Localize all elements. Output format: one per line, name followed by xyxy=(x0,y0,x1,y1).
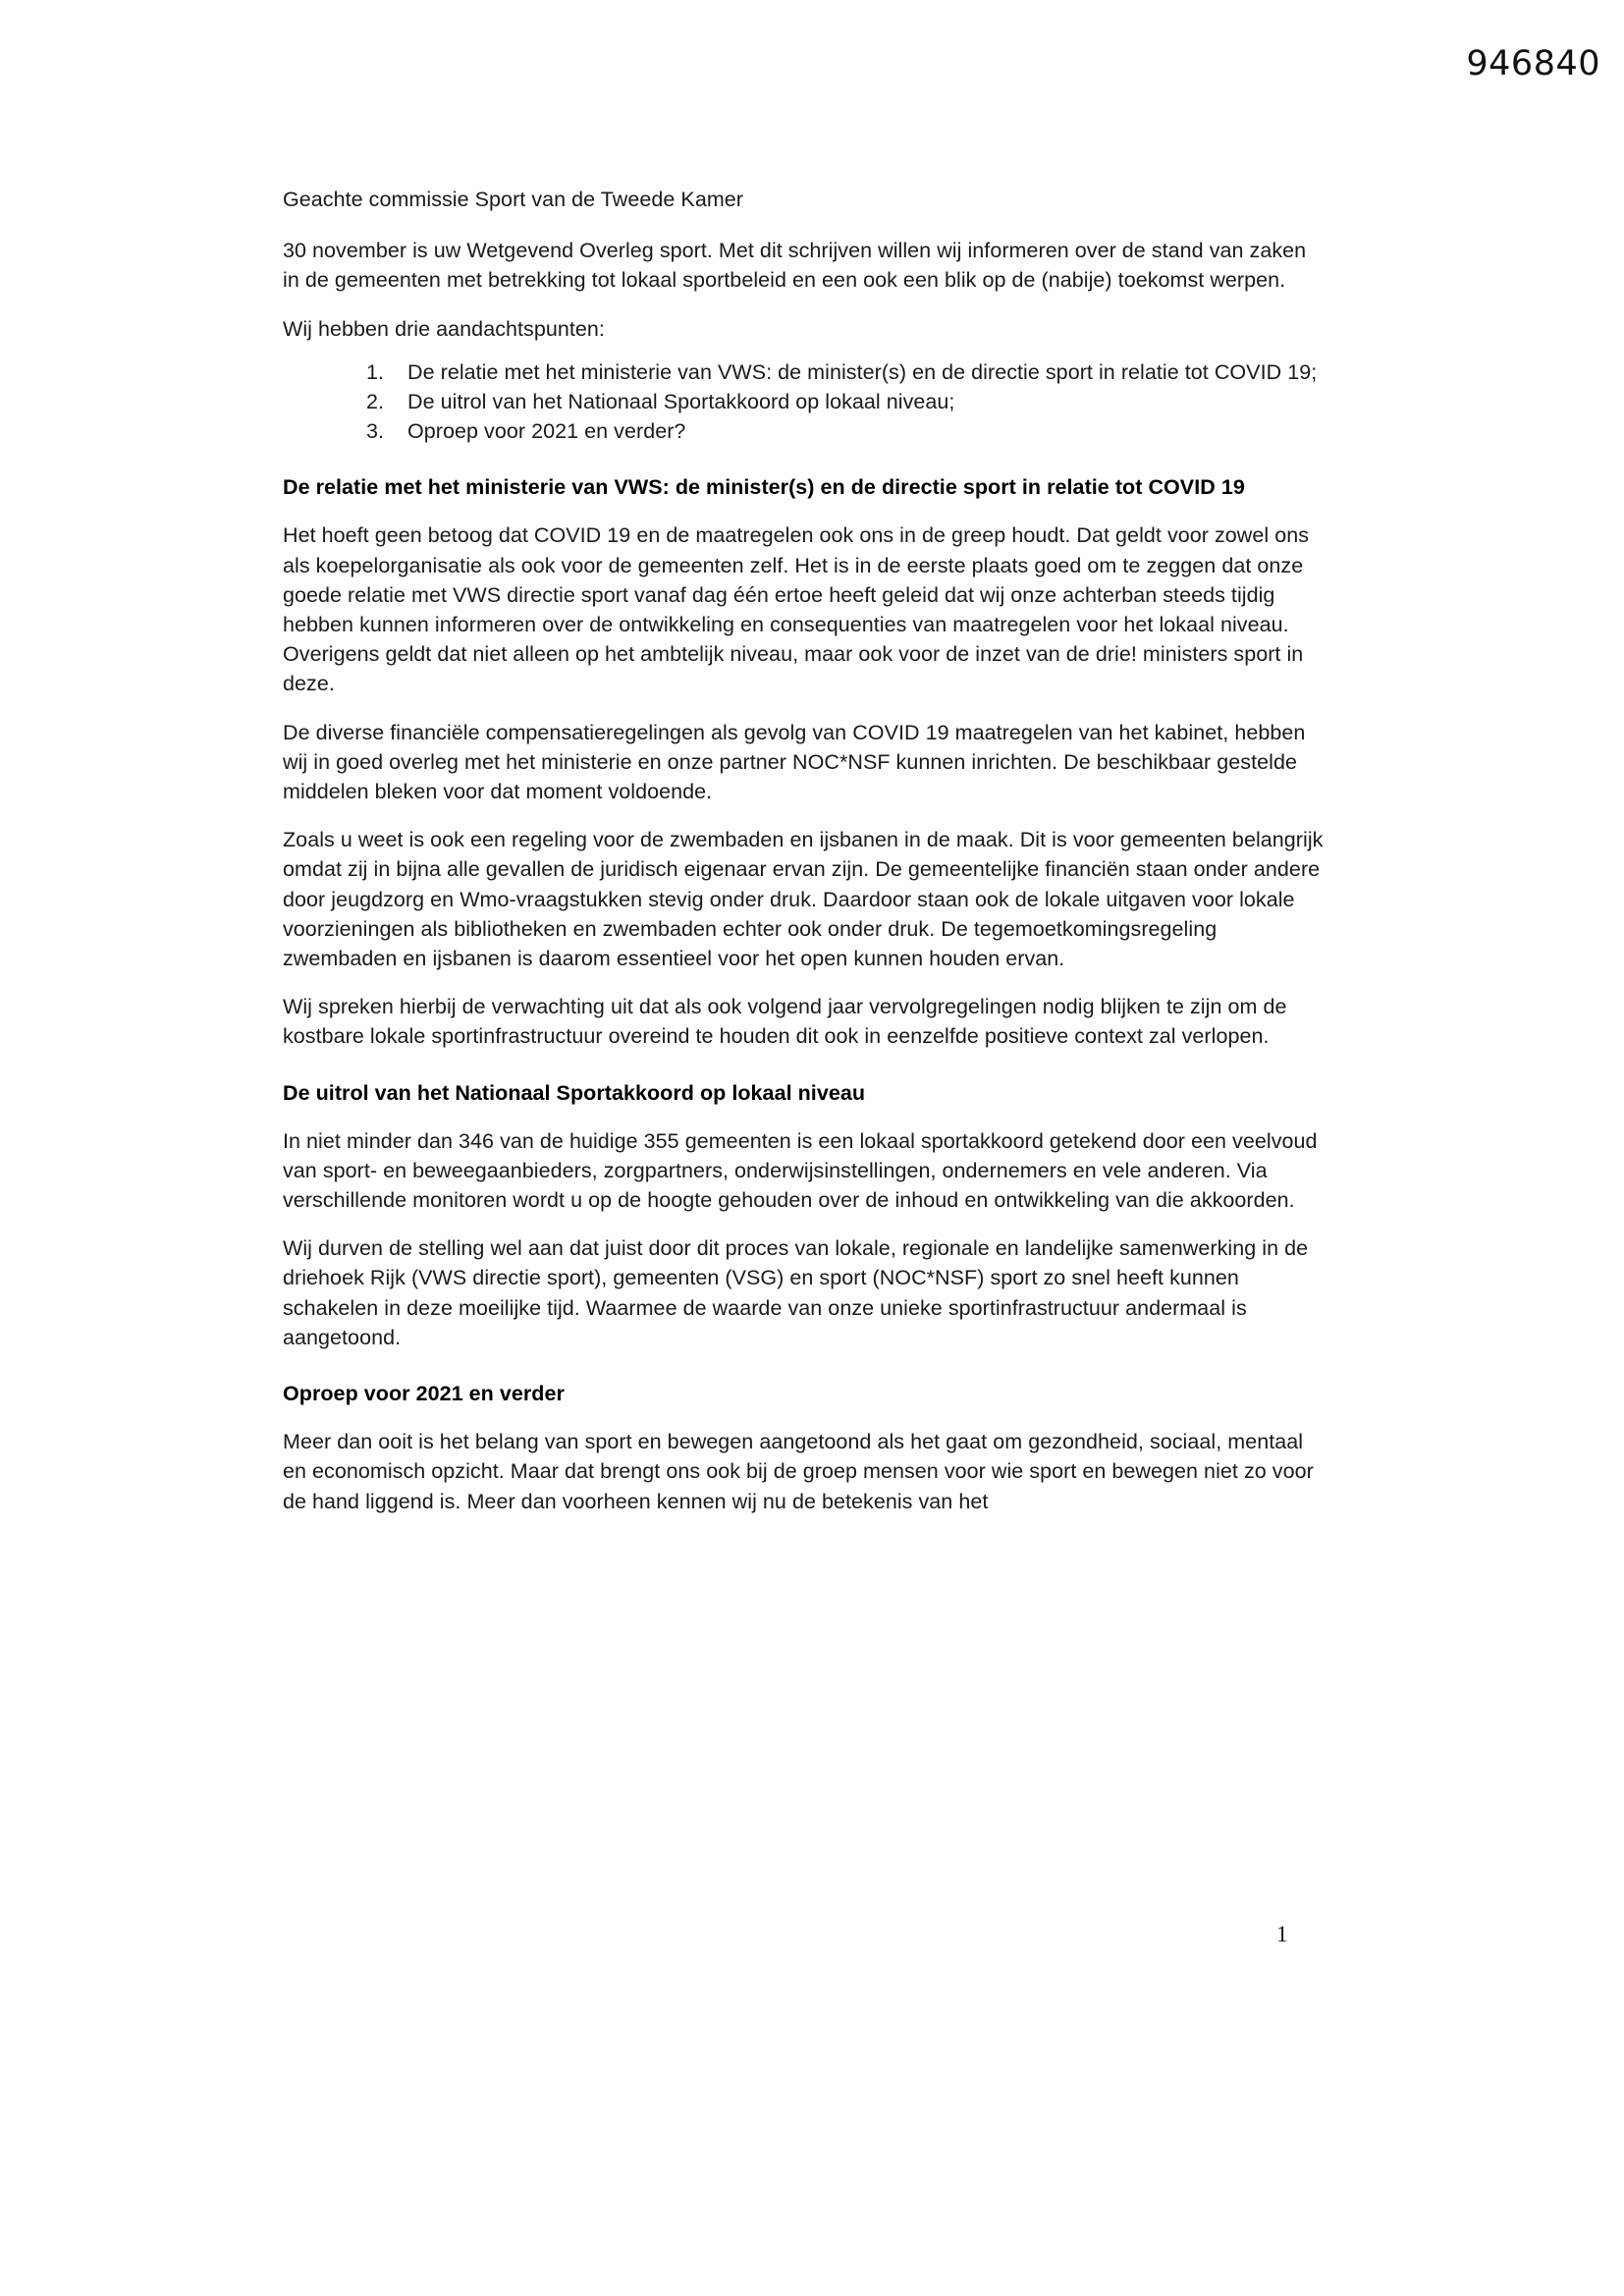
list-item-text: Oproep voor 2021 en verder? xyxy=(407,419,686,444)
list-item-text: De uitrol van het Nationaal Sportakkoord op lokaal niveau; xyxy=(407,390,955,414)
document-stamp-number: 946840 xyxy=(1466,44,1600,83)
section-heading-sportakkoord-rollout: De uitrol van het Nationaal Sportakkoord op lokaal niveau xyxy=(283,1080,866,1105)
list-marker: 2. xyxy=(366,390,385,414)
attention-points-list xyxy=(283,357,1327,447)
page-number: 1 xyxy=(1276,1922,1288,1946)
section-paragraph: De diverse financiële compensatieregelingen als gevolg van COVID 19 maatregelen van het kabinet, hebben wij in goed overleg met het ministerie en onze partner NOC*NSF kunnen inrichten. De beschikbaar gestelde middelen bleken voor dat moment voldoende. xyxy=(283,720,1306,804)
intro-paragraph: 30 november is uw Wetgevend Overleg sport. Met dit schrijven willen wij informeren over de stand van zaken in de gemeenten met betrekking tot lokaal sportbeleid en een ook een blik op de (nabije) toekomst werpen. xyxy=(283,239,1307,293)
list-marker: 1. xyxy=(366,359,385,384)
list-item xyxy=(283,416,1327,446)
section-paragraph: Wij spreken hierbij de verwachting uit dat als ook volgend jaar vervolgregelingen nodig blijken te zijn om de kostbare lokale sportinfrastructuur overeind te houden dit ook in eenzelfde positieve context zal verlopen. xyxy=(283,995,1287,1049)
section-paragraph: Wij durven de stelling wel aan dat juist door dit proces van lokale, regionale en landelijke samenwerking in de driehoek Rijk (VWS directie sport), gemeenten (VSG) en sport (NOC*NSF) sport zo snel heeft kunnen schakelen in deze moeilijke tijd. Waarmee de waarde van onze unieke sportinfrastructuur andermaal is aangetoond. xyxy=(283,1236,1309,1349)
list-lead-in: Wij hebben drie aandachtspunten: xyxy=(283,316,605,341)
section-paragraph: Meer dan ooit is het belang van sport en bewegen aangetoond als het gaat om gezondheid, sociaal, mentaal en economisch opzicht. Maar dat brengt ons ook bij de groep mensen voor wie sport en bewegen niet zo voor de hand liggend is. Meer dan voorheen kennen wij nu de betekenis van het xyxy=(283,1430,1314,1513)
section-paragraph: Het hoeft geen betoog dat COVID 19 en de maatregelen ook ons in de greep houdt. Dat geldt voor zowel ons als koepelorganisatie als ook voor de gemeenten zelf. Het is in de eerste plaats goed om te zeggen dat onze goede relatie met VWS directie sport vanaf dag één ertoe heeft geleid dat wij onze achterban steeds tijdig hebben kunnen informeren over de ontwikkeling en consequenties van maatregelen voor het lokaal niveau. Overigens geldt dat niet alleen op het ambtelijk niveau, maar ook voor de inzet van de drie! ministers sport in deze. xyxy=(283,523,1310,696)
section-paragraph: In niet minder dan 346 van de huidige 355 gemeenten is een lokaal sportakkoord getekend door een veelvoud van sport- en beweegaanbieders, zorgpartners, onderwijsinstellingen, ondernemers en vele anderen. Via verschillende monitoren wordt u op de hoogte gehouden over de inhoud en ontwikkeling van die akkoorden. xyxy=(283,1128,1318,1213)
section-heading-vws-relation: De relatie met het ministerie van VWS: de minister(s) en de directie sport in relatie tot COVID 19 xyxy=(283,475,1245,500)
list-item xyxy=(283,387,1327,416)
list-marker: 3. xyxy=(366,419,385,444)
salutation-line: Geachte commissie Sport van de Tweede Kamer xyxy=(283,188,744,211)
section-paragraph: Zoals u weet is ook een regeling voor de zwembaden en ijsbanen in de maak. Dit is voor gemeenten belangrijk omdat zij in bijna alle gevallen de juridisch eigenaar ervan zijn. De gemeentelijke financiën staan onder andere door jeugdzorg en Wmo-vraagstukken stevig onder druk. Daardoor staan ook de lokale uitgaven voor lokale voorzieningen als bibliotheken en zwembaden echter ook onder druk. De tegemoetkomingsregeling zwembaden en ijsbanen is daarom essentieel voor het open kunnen houden ervan. xyxy=(283,828,1324,971)
section-heading-call-2021: Oproep voor 2021 en verder xyxy=(283,1382,565,1406)
list-item xyxy=(283,357,1327,387)
list-item-text: De relatie met het ministerie van VWS: de minister(s) en de directie sport in relatie tot COVID 19; xyxy=(407,359,1318,384)
document-body xyxy=(283,185,1327,1535)
